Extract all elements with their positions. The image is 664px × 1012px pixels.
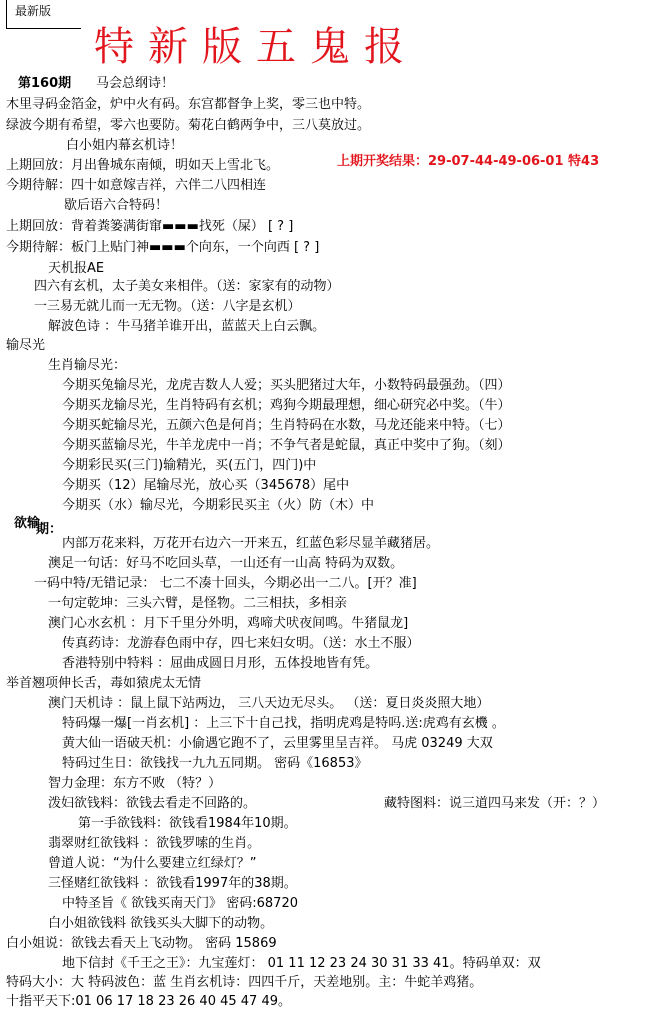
text-line: 内部万花来料，万花开右边六一开来五，红蓝色彩尽显羊藏猪居。 xyxy=(62,536,440,551)
section-heading: 期： xyxy=(36,522,63,537)
text-line: 今期买兔输尽光，龙虎吉数人人爱；买头肥猪过大年，小数特码最强劲。（四） xyxy=(62,378,511,393)
text-line: 香港特别中特料 ：屈曲成圆日月形，五体投地皆有凭。 xyxy=(62,656,379,671)
text-line: 今期买蓝输尽光，牛羊龙虎中一肖；不争气者是蛇鼠，真正中奖中了狗。（刻） xyxy=(62,438,511,453)
text-line: 歇后语六合特码！ xyxy=(64,198,169,213)
text-line: 特码过生日：欲钱找一九九五同期。 密码《16853》 xyxy=(62,756,368,771)
text-line: 泼妇欲钱料：欲钱去看走不回路的。 xyxy=(48,796,257,811)
text-line: 生肖输尽光： xyxy=(48,358,127,373)
text-line: 今期买（12）尾输尽光，放心买（345678）尾中 xyxy=(62,478,350,493)
text-line: 黄大仙一语破天机：小偷遇它跑不了，云里雾里呈吉祥。 马虎 03249 大双 xyxy=(62,736,493,751)
text-line: 澳足一句话：好马不吃回头草，一山还有一山高 特码为双数。 xyxy=(48,556,404,571)
text-line: 三怪赌红欲钱料 ：欲钱看1997年的38期。 xyxy=(48,876,297,891)
issue-number: 第160期 xyxy=(18,76,72,91)
section-heading: 输尽光 xyxy=(6,338,46,353)
corner-label-box xyxy=(6,0,81,29)
text-line: 今期待解：板门上贴门神▬▬▬个向东，一个向西 [ ? ] xyxy=(6,240,320,255)
text-line: 今期买（水）输尽光，今期彩民买主（火）防（木）中 xyxy=(62,498,375,513)
text-line: 翡翠财红欲钱料 ：欲钱罗嗦的生肖。 xyxy=(48,836,261,851)
text-line: 今期买龙输尽光，生肖特码有玄机；鸡狗今期最理想，细心研究必中奖。（牛） xyxy=(62,398,511,413)
text-line: 四六有玄机，太子美女来相伴。（送：家家有的动物） xyxy=(34,279,340,294)
text-line: 中特圣旨《 欲钱买南天门》 密码:68720 xyxy=(62,896,298,911)
text-line: 今期买蛇输尽光，五颜六色是何肖；生肖特码在水数，马龙还能来中特。（七） xyxy=(62,418,511,433)
text-line: 今期待解：四十如意嫁吉祥，六伴二八四相连 xyxy=(6,178,267,193)
last-draw-result: 上期开奖结果：29-07-44-49-06-01 特43 xyxy=(337,154,600,169)
text-line: 上期回放：月出鲁城东南倾，明如天上雪北飞。 xyxy=(6,158,280,173)
text-line: 白小姐内幕玄机诗！ xyxy=(66,138,184,153)
text-line: 第一手欲钱料：欲钱看1984年10期。 xyxy=(78,816,297,831)
text-line: 一句定乾坤：三头六臂，是怪物。二三相扶，多相亲 xyxy=(48,596,348,611)
text-line: 一三易无就儿而一无无物。（送：八字是玄机） xyxy=(34,299,301,314)
text-line: 特码大小：大 特码波色：蓝 生肖玄机诗：四四千斤，天差地别。主：牛蛇羊鸡猪。 xyxy=(6,975,483,990)
text-line: 澳门天机诗 ：鼠上鼠下站两边， 三八天边无尽头。 （送：夏日炎炎照大地） xyxy=(48,696,490,711)
issue-poem-title: 马会总纲诗！ xyxy=(96,76,175,91)
text-line: 上期回放：背着粪篓满街窜▬▬▬找死（屎） [ ? ] xyxy=(6,219,294,234)
text-line: 举首翘项伸长舌，毒如猿虎太无情 xyxy=(6,676,202,691)
text-line: 白小姐欲钱料 欲钱买头大脚下的动物。 xyxy=(48,916,274,931)
text-line: 一码中特/无错记录： 七二不凑十回头，今期必出一二八。[开？准] xyxy=(34,576,417,591)
text-line: 藏特图料：说三道四马来发（开：？） xyxy=(384,796,606,811)
section-heading: 欲输 xyxy=(14,516,41,531)
page-title: 特新版五鬼报 xyxy=(94,24,418,70)
text-line: 澳门心水玄机 ：月下千里分外明，鸡啼犬吠夜间鸣。牛猪鼠龙] xyxy=(48,616,409,631)
text-line: 白小姐说：欲钱去看天上飞动物。 密码 15869 xyxy=(6,936,277,951)
text-line: 特码爆一爆[一肖玄机] ：上三下十自己找，指明虎鸡是特吗.送:虎鸡有玄機 。 xyxy=(62,716,505,731)
text-line: 十指平天下:01 06 17 18 23 26 40 45 47 49。 xyxy=(6,994,291,1009)
text-line: 木里寻码金箔金，炉中火有码。东宫都督争上奖，零三也中特。 xyxy=(6,97,371,112)
text-line: 绿波今期有希望，零六也要防。菊花白鹤两争中，三八莫放过。 xyxy=(6,118,371,133)
text-line: 解波色诗 ：牛马猪羊谁开出，蓝蓝天上白云飘。 xyxy=(48,319,326,334)
text-line: 地下信封《千王之王》：九宝莲灯： 01 11 12 23 24 30 31 33 41。特码单双：双 xyxy=(62,956,541,971)
text-line: 智力金理：东方不败 （特？） xyxy=(48,776,222,791)
text-line: 传真药诗：龙游春色雨中存，四七来妇女明。（送：水土不服） xyxy=(62,636,420,651)
text-line: 今期彩民买(三门)输精光，买(五门，四门)中 xyxy=(62,458,317,473)
text-line: 曾道人说：“为什么要建立红绿灯？” xyxy=(48,856,257,871)
corner-label: 最新版 xyxy=(15,4,52,18)
text-line: 天机报AE xyxy=(48,261,105,276)
